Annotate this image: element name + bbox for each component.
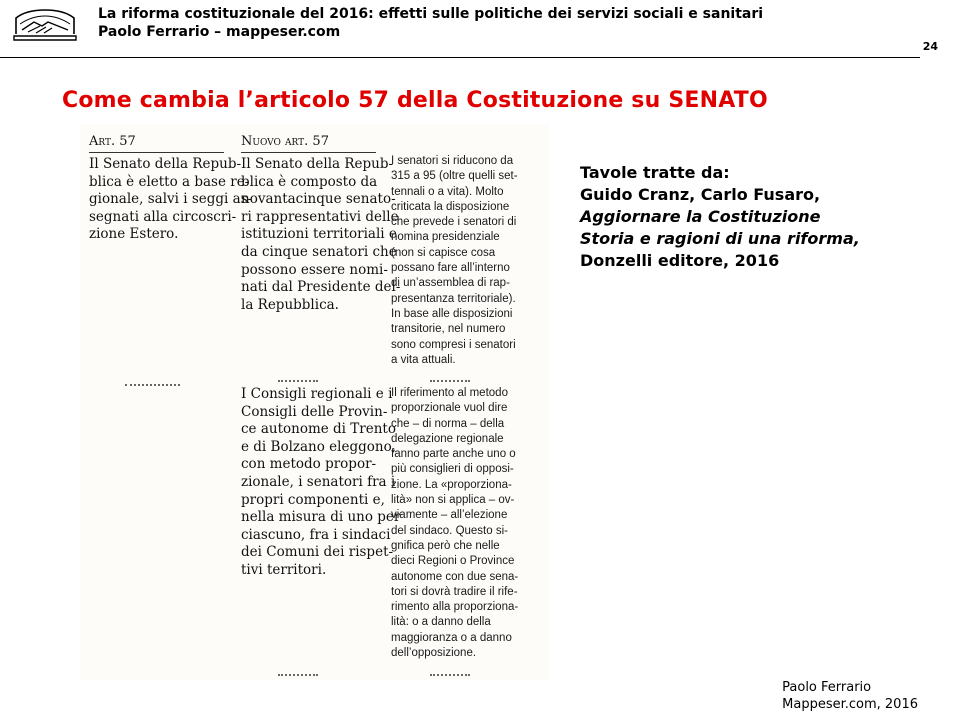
old-article-rule [89, 152, 224, 153]
new-article-rule [241, 152, 376, 153]
handshake-logo-icon [12, 4, 78, 44]
separator-dots [125, 384, 180, 386]
commentary-line: lità» non si applica – ov- [391, 494, 515, 507]
new-article-line: possono essere nomi- [241, 261, 388, 278]
commentary-line: autonome con due sena- [391, 570, 519, 583]
commentary-line: sono compresi i senatori [391, 338, 516, 351]
commentary-line: transitorie, nel numero [391, 323, 506, 336]
commentary-line: lità: o a danno della [391, 616, 491, 629]
separator-dots [430, 380, 470, 382]
new-article-line: la Repubblica. [241, 296, 339, 313]
old-article-line: zione Estero. [89, 226, 179, 243]
separator-dots [278, 380, 318, 382]
old-article-heading: Art. 57 [89, 134, 136, 149]
new-article-line: blica è composto da [241, 173, 378, 190]
source-citation [580, 162, 860, 272]
new-article-line: novantacinque senato- [241, 191, 396, 208]
footer-author: Paolo Ferrario [782, 680, 872, 695]
commentary-line: tennali o a vita). Molto [391, 185, 504, 198]
commentary-line: dell’opposizione. [391, 647, 477, 660]
separator-dots [278, 674, 318, 676]
source-book-subtitle: Storia e ragioni di una riforma, [580, 229, 860, 248]
header-author: Paolo Ferrario – mappeser.com [98, 24, 341, 40]
commentary-line: zione. La «proporziona- [391, 478, 512, 491]
old-article-line: segnati alla circoscri- [89, 208, 237, 225]
old-article-line: Il Senato della Repub- [89, 156, 242, 172]
scanned-page [80, 124, 550, 680]
commentary-line: più consiglieri di opposi- [391, 463, 514, 476]
commentary-line: presentanza territoriale). [391, 292, 516, 305]
new-article-line: nati dal Presidente del- [241, 279, 401, 296]
commentary-line: di un’assemblea di rap- [391, 277, 510, 290]
commentary-line: proporzionale vuol dire [391, 402, 508, 415]
old-article-line: blica è eletto a base re- [89, 173, 250, 190]
slide-title: Come cambia l’articolo 57 della Costituzione su SENATO [62, 88, 768, 113]
commentary-line: gnifica però che nelle [391, 539, 500, 552]
commentary-line: criticata la disposizione [391, 200, 510, 213]
new-article-paragraph-2 [241, 386, 401, 580]
new-article-line: dei Comuni dei rispet- [241, 544, 394, 561]
commentary-line: (non si capisce cosa [391, 246, 496, 259]
footer-site: Mappeser.com, 2016 [782, 697, 918, 712]
commentary-line: 315 a 95 (oltre quelli set- [391, 170, 518, 183]
separator-dots [430, 674, 470, 676]
commentary-line: nomina presidenziale [391, 231, 500, 244]
commentary-line: Il riferimento al metodo [391, 387, 508, 399]
new-article-line: propri componenti e, [241, 491, 385, 508]
commentary-line: a vita attuali. [391, 353, 456, 366]
source-book-title: Aggiornare la Costituzione [580, 207, 821, 226]
new-article-paragraph-1 [241, 156, 401, 314]
commentary-line: viamente – all’elezione [391, 509, 508, 522]
header-divider [0, 57, 920, 58]
commentary-1 [391, 154, 526, 368]
commentary-line: tori si dovrà tradire il rife- [391, 585, 518, 598]
new-article-line: Consigli delle Provin- [241, 403, 388, 420]
new-article-line: ciascuno, fra i sindaci [241, 526, 391, 543]
commentary-line: possano fare all’interno [391, 262, 510, 275]
commentary-line: che – di norma – della [391, 417, 505, 430]
commentary-line: del sindaco. Questo si- [391, 524, 508, 537]
commentary-line: rimento alla proporziona- [391, 601, 519, 614]
commentary-line: maggioranza o a danno [391, 631, 512, 644]
new-article-line: istituzioni territoriali e [241, 226, 397, 243]
new-article-line: tivi territori. [241, 561, 327, 578]
page-number: 24 [922, 40, 938, 53]
new-article-line: nella misura di uno per [241, 509, 401, 526]
new-article-line: con metodo propor- [241, 456, 377, 473]
commentary-line: In base alle disposizioni [391, 307, 513, 320]
commentary-line: delegazione regionale [391, 432, 504, 445]
commentary-line: fanno parte anche uno o [391, 448, 516, 461]
source-intro: Tavole tratte da: [580, 163, 730, 182]
old-article-line: gionale, salvi i seggi as- [89, 191, 253, 208]
old-article-text [89, 156, 253, 244]
footer [782, 679, 918, 713]
new-article-line: I Consigli regionali e i [241, 386, 393, 402]
source-publisher: Donzelli editore, 2016 [580, 251, 780, 270]
new-article-line: da cinque senatori che [241, 243, 397, 260]
new-article-line: zionale, i senatori fra i [241, 473, 396, 490]
new-article-line: ce autonome di Trento [241, 421, 396, 438]
commentary-line: dieci Regioni o Province [391, 555, 515, 568]
commentary-line: I senatori si riducono da [391, 155, 514, 167]
source-authors: Guido Cranz, Carlo Fusaro, [580, 185, 821, 204]
header-title: La riforma costituzionale del 2016: effetti sulle politiche dei servizi sociali e sanitari [98, 6, 764, 22]
new-article-line: e di Bolzano eleggono, [241, 438, 396, 455]
new-article-line: Il Senato della Repub- [241, 156, 394, 172]
commentary-2 [391, 386, 526, 661]
new-article-heading: Nuovo art. 57 [241, 134, 329, 149]
new-article-line: ri rappresentativi delle [241, 208, 399, 225]
commentary-line: che prevede i senatori di [391, 216, 517, 229]
